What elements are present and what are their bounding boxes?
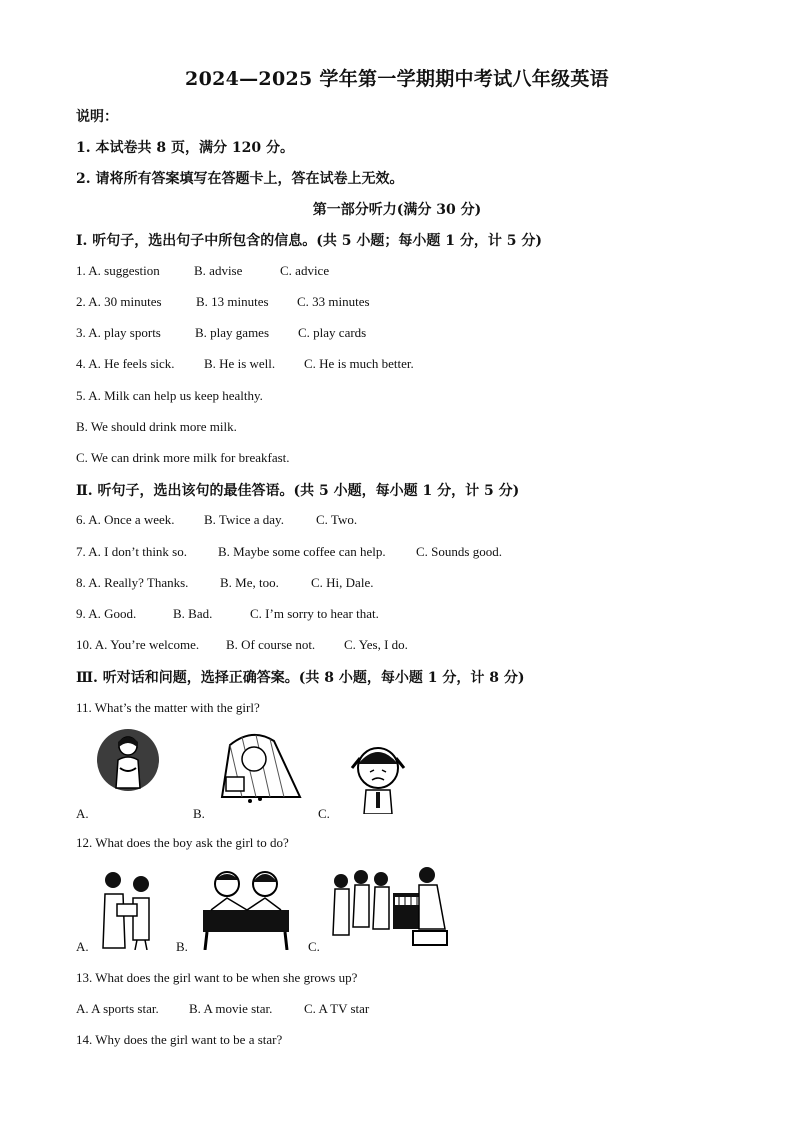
- option: C. play cards: [298, 325, 367, 340]
- option: 7. A. I don’t think so.: [76, 544, 187, 559]
- option-letter: A.: [76, 939, 89, 954]
- question-11: 11. What’s the matter with the girl?: [76, 700, 260, 715]
- exam-title: 2024—2025 学年第一学期期中考试八年级英语: [185, 68, 609, 90]
- option: B. Bad.: [173, 606, 213, 621]
- option: 8. A. Really? Thanks.: [76, 575, 189, 590]
- question-5-a: 5. A. Milk can help us keep healthy.: [76, 388, 263, 403]
- question-4: [76, 356, 414, 372]
- option: C. Sounds good.: [416, 544, 502, 559]
- question-1: [76, 263, 329, 279]
- question-10: [76, 637, 408, 653]
- option: C. Hi, Dale.: [311, 575, 374, 590]
- option: 1. A. suggestion: [76, 263, 160, 278]
- option: B. Me, too.: [220, 575, 279, 590]
- question-5-b: B. We should drink more milk.: [76, 419, 237, 434]
- option: B. advise: [194, 263, 243, 278]
- option: B. play games: [195, 325, 270, 340]
- question-9: [76, 606, 379, 622]
- note-1: 1. 本试卷共 8 页，满分 120 分。: [76, 140, 294, 156]
- option: 2. A. 30 minutes: [76, 294, 162, 309]
- question-5-c: C. We can drink more milk for breakfast.: [76, 450, 290, 465]
- option: 9. A. Good.: [76, 606, 137, 621]
- section-3-heading: Ⅲ. 听对话和问题，选择正确答案。(共 8 小题，每小题 1 分，计 8 分): [76, 670, 525, 686]
- note-2: 2. 请将所有答案填写在答题卡上，答在试卷上无效。: [76, 171, 404, 187]
- sick-girl-stomachache-picture: [96, 728, 160, 792]
- option: B. Twice a day.: [204, 512, 284, 527]
- option: C. advice: [280, 263, 330, 278]
- option: B. Of course not.: [226, 637, 316, 652]
- question-13: 13. What does the girl want to be when she grows up?: [76, 970, 358, 985]
- option-letter: C.: [308, 939, 320, 954]
- option: C. 33 minutes: [297, 294, 370, 309]
- option-letter: B.: [176, 939, 188, 954]
- part-heading: 第一部分听力(满分 30 分): [312, 202, 482, 218]
- option: 10. A. You’re welcome.: [76, 637, 200, 652]
- question-14: 14. Why does the girl want to be a star?: [76, 1032, 283, 1047]
- section-1-heading: I. 听句子，选出句子中所包含的信息。(共 5 小题；每小题 1 分，计 5 分): [76, 233, 543, 249]
- sick-person-blanket-picture: [212, 727, 304, 805]
- question-3: [76, 325, 366, 341]
- two-girls-reading-picture: [95, 868, 159, 950]
- question-12: 12. What does the boy ask the girl to do?: [76, 835, 289, 850]
- children-at-desk-picture: [197, 868, 295, 950]
- option: B. A movie star.: [189, 1001, 273, 1016]
- option: 3. A. play sports: [76, 325, 161, 340]
- children-playing-piano-picture: [327, 865, 453, 951]
- option: A. A sports star.: [76, 1001, 159, 1016]
- question-7: [76, 544, 502, 560]
- notes-heading: 说明：: [76, 109, 118, 125]
- question-13-options: [76, 1001, 369, 1017]
- option: 4. A. He feels sick.: [76, 356, 175, 371]
- headache-person-picture: [340, 738, 416, 814]
- option: C. Yes, I do.: [344, 637, 408, 652]
- option: C. He is much better.: [304, 356, 414, 371]
- option: B. He is well.: [204, 356, 276, 371]
- question-6: [76, 512, 357, 528]
- option: C. A TV star: [304, 1001, 370, 1016]
- option: B. Maybe some coffee can help.: [218, 544, 386, 559]
- option: C. I’m sorry to hear that.: [250, 606, 379, 621]
- option-letter: B.: [193, 806, 205, 821]
- question-8: [76, 575, 373, 591]
- option: B. 13 minutes: [196, 294, 269, 309]
- option: C. Two.: [316, 512, 358, 527]
- section-2-heading: Ⅱ. 听句子，选出该句的最佳答语。(共 5 小题，每小题 1 分，计 5 分): [76, 483, 520, 499]
- option-letter: C.: [318, 806, 330, 821]
- question-2: [76, 294, 370, 310]
- option: 6. A. Once a week.: [76, 512, 175, 527]
- option-letter: A.: [76, 806, 89, 821]
